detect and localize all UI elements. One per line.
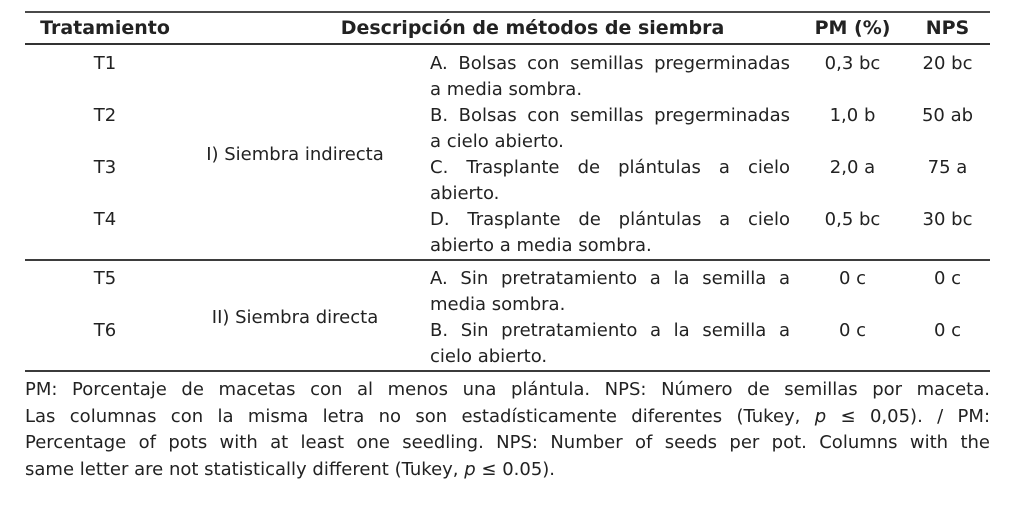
treatment-cell: T2 [93,105,117,126]
group-siembra-directa [25,260,990,371]
description-line: cielo abierto. [430,346,548,367]
description-line: B. Bolsas con semillas pregerminadas [430,105,790,126]
description-line: a media sombra. [430,79,583,100]
footnote-p-italic: p [814,405,827,427]
footnote-text: ≤ 0.05). [475,458,556,480]
description-cell [405,103,800,155]
footnote-text: PM: Porcentaje de macetas con al menos una plántula. NPS: Número de semillas por maceta. [25,379,990,400]
footnote-line [25,404,990,431]
description-cell [405,318,800,371]
description-line: A. Sin pretratamiento a la semilla a [430,268,790,289]
nps-value-cell: 75 a [927,157,968,178]
treatment-cell: T5 [25,260,185,318]
footnote-line [25,377,990,404]
description-line: media sombra. [430,294,566,315]
description-line: a cielo abierto. [430,131,564,152]
footnote-text: ≤ 0,05). / PM: [826,405,991,427]
group-label-cell: II) Siembra directa [185,260,405,371]
col-header-descripcion: Descripción de métodos de siembra [185,12,800,44]
description-cell [405,44,800,103]
pm-value-cell: 0,3 bc [824,53,881,74]
nps-value-cell: 20 bc [922,53,973,74]
table-header-row [25,12,990,44]
col-header-nps: NPS [905,12,990,44]
treatment-cell: T4 [93,209,117,230]
table-row-t5 [25,260,990,318]
pm-value-cell: 0 c [800,260,905,318]
description-line: abierto. [430,183,500,204]
table-row-t2 [25,103,990,155]
description-line: A. Bolsas con semillas pregerminadas [430,53,790,74]
pm-value-cell: 1,0 b [829,105,876,126]
description-line: B. Sin pretratamiento a la semilla a [430,320,790,341]
pm-value-cell: 2,0 a [829,157,876,178]
nps-value-cell: 30 bc [922,209,973,230]
table-row-t3 [25,155,990,207]
description-cell [405,260,800,318]
footnote-p-italic: p [464,458,476,480]
table-footnote [25,377,990,483]
description-line: abierto a media sombra. [430,235,652,256]
table-row-t1 [25,44,990,103]
footnote-line [25,457,990,484]
nps-value-cell: 0 c [905,260,990,318]
group-siembra-indirecta [25,44,990,260]
table-row-t6 [25,318,990,371]
footnote-line [25,430,990,457]
footnote-text: same letter are not statistically different (Tukey, [25,458,465,480]
pm-value-cell: 0,5 bc [824,209,881,230]
pm-value-cell: 0 c [838,320,867,341]
footnote-text: Las columnas con la misma letra no son estadísticamente diferentes (Tukey, [25,405,815,427]
nps-value-cell: 0 c [933,320,962,341]
nps-value-cell: 50 ab [921,105,974,126]
table-row-t4 [25,207,990,260]
treatments-table [25,11,990,372]
group-label-cell: I) Siembra indirecta [206,144,384,165]
treatment-cell: T3 [93,157,117,178]
description-cell [405,207,800,260]
description-line: C. Trasplante de plántulas a cielo [430,157,790,178]
description-cell [405,155,800,207]
description-line: D. Trasplante de plántulas a cielo [430,209,790,230]
footnote-text: Percentage of pots with at least one seedling. NPS: Number of seeds per pot. Columns with the [25,432,990,453]
col-header-tratamiento: Tratamiento [25,12,185,44]
treatment-cell: T6 [93,320,117,341]
col-header-pm: PM (%) [800,12,905,44]
treatment-cell: T1 [93,53,117,74]
